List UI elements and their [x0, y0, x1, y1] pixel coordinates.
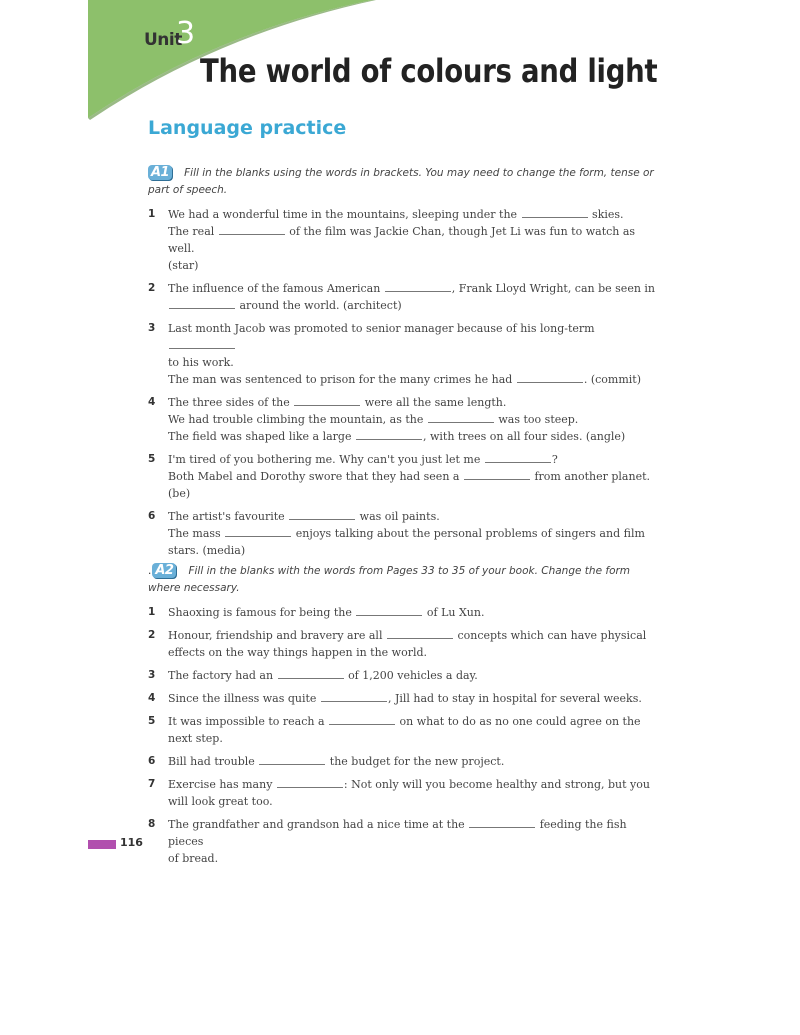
item-text: next step.	[168, 732, 223, 745]
list-item	[148, 627, 664, 661]
list-item	[148, 816, 664, 867]
item-text: concepts which can have physical	[457, 629, 647, 642]
answer-blank[interactable]	[294, 394, 360, 406]
item-text: of the film was Jackie Chan, though Jet Li was fun to watch as well.	[168, 225, 636, 255]
exercise-a2	[148, 563, 664, 873]
exercise-a2-badge: A2	[152, 563, 176, 578]
list-item	[148, 604, 664, 621]
item-text: , Jill had to stay in hospital for several weeks.	[387, 692, 642, 705]
item-text: effects on the way things happen in the world.	[168, 646, 428, 659]
item-text: Honour, friendship and bravery are all	[168, 629, 383, 642]
item-text: was oil paints.	[359, 510, 440, 523]
item-number: 1	[148, 606, 156, 618]
list-item	[148, 206, 664, 274]
item-text: Since the illness was quite	[168, 692, 317, 705]
item-text: Shaoxing is famous for being the	[168, 606, 352, 619]
list-item	[148, 320, 664, 388]
item-text: of 1,200 vehicles a day.	[348, 669, 478, 682]
list-item	[148, 451, 664, 502]
answer-blank[interactable]	[329, 713, 395, 725]
item-text: enjoys talking about the personal problems of singers and film	[295, 527, 645, 540]
item-hint: (be)	[168, 487, 191, 500]
exercise-a1-header	[148, 165, 664, 199]
list-item	[148, 508, 664, 559]
item-number: 6	[148, 755, 156, 767]
item-text: I'm tired of you bothering me. Why can't you just let me	[168, 453, 481, 466]
item-text: were all the same length.	[364, 396, 507, 409]
item-hint: stars. (media)	[168, 544, 246, 557]
answer-blank[interactable]	[225, 525, 291, 537]
item-number: 3	[148, 322, 156, 334]
item-text: ?	[551, 453, 558, 466]
item-text: on what to do as no one could agree on the	[399, 715, 641, 728]
item-text: Both Mabel and Dorothy swore that they had seen a	[168, 470, 460, 483]
exercise-a1-instruction: Fill in the blanks using the words in brackets. You may need to change the form, tense or part of speech.	[148, 167, 654, 196]
answer-blank[interactable]	[169, 337, 235, 349]
item-text: of bread.	[168, 852, 219, 865]
item-number: 5	[148, 453, 156, 465]
item-text: . (commit)	[583, 373, 641, 386]
answer-blank[interactable]	[169, 297, 235, 309]
item-text: The influence of the famous American	[168, 282, 381, 295]
answer-blank[interactable]	[219, 223, 285, 235]
item-text: The real	[168, 225, 215, 238]
item-text: Exercise has many	[168, 778, 273, 791]
item-number: 1	[148, 208, 156, 220]
item-text: The field was shaped like a large	[168, 430, 352, 443]
answer-blank[interactable]	[522, 206, 588, 218]
item-number: 4	[148, 396, 156, 408]
list-item	[148, 753, 664, 770]
item-text: feeding the fish pieces	[168, 818, 627, 848]
item-hint: (star)	[168, 259, 199, 272]
answer-blank[interactable]	[485, 451, 551, 463]
item-text: We had a wonderful time in the mountains, sleeping under the	[168, 208, 518, 221]
unit-number: 3	[176, 16, 196, 51]
answer-blank[interactable]	[259, 753, 325, 765]
list-item	[148, 690, 664, 707]
answer-blank[interactable]	[385, 280, 451, 292]
list-item	[148, 394, 664, 445]
list-item	[148, 667, 664, 684]
item-text: skies.	[592, 208, 624, 221]
answer-blank[interactable]	[464, 468, 530, 480]
item-text: The three sides of the	[168, 396, 290, 409]
item-text: , with trees on all four sides. (angle)	[422, 430, 626, 443]
item-text: The man was sentenced to prison for the many crimes he had	[168, 373, 513, 386]
item-number: 7	[148, 778, 156, 790]
answer-blank[interactable]	[356, 604, 422, 616]
item-text: It was impossible to reach a	[168, 715, 325, 728]
answer-blank[interactable]	[321, 690, 387, 702]
item-number: 6	[148, 510, 156, 522]
item-text: Bill had trouble	[168, 755, 255, 768]
answer-blank[interactable]	[469, 816, 535, 828]
item-text: : Not only will you become healthy and strong, but you	[343, 778, 650, 791]
answer-blank[interactable]	[289, 508, 355, 520]
answer-blank[interactable]	[278, 667, 344, 679]
answer-blank[interactable]	[387, 627, 453, 639]
item-text: We had trouble climbing the mountain, as the	[168, 413, 424, 426]
exercise-a1-badge: A1	[148, 165, 172, 180]
answer-blank[interactable]	[277, 776, 343, 788]
page-title: The world of colours and light	[200, 52, 658, 90]
page-number-bar	[88, 840, 116, 849]
item-number: 5	[148, 715, 156, 727]
lead-mark: .	[148, 565, 152, 577]
exercise-a2-instruction: Fill in the blanks with the words from Pages 33 to 35 of your book. Change the form where necessary.	[148, 565, 631, 594]
answer-blank[interactable]	[517, 371, 583, 383]
item-number: 3	[148, 669, 156, 681]
item-text: The mass	[168, 527, 221, 540]
exercise-a1	[148, 165, 664, 565]
unit-label: Unit	[144, 30, 182, 50]
item-number: 2	[148, 282, 156, 294]
item-text: Last month Jacob was promoted to senior manager because of his long-term	[168, 322, 595, 335]
list-item	[148, 713, 664, 747]
exercise-a2-header	[148, 563, 664, 597]
answer-blank[interactable]	[356, 428, 422, 440]
item-number: 4	[148, 692, 156, 704]
item-text: , Frank Lloyd Wright, can be seen in	[451, 282, 656, 295]
item-text: the budget for the new project.	[329, 755, 505, 768]
item-text: The grandfather and grandson had a nice time at the	[168, 818, 465, 831]
list-item	[148, 776, 664, 810]
item-text: was too steep.	[498, 413, 579, 426]
item-text: will look great too.	[168, 795, 273, 808]
item-text: to his work.	[168, 356, 234, 369]
item-number: 8	[148, 818, 156, 830]
item-number: 2	[148, 629, 156, 641]
item-text: The factory had an	[168, 669, 274, 682]
item-text: around the world. (architect)	[239, 299, 402, 312]
item-text: The artist's favourite	[168, 510, 285, 523]
item-text: of Lu Xun.	[426, 606, 485, 619]
item-text: from another planet.	[534, 470, 650, 483]
section-heading: Language practice	[148, 117, 347, 139]
list-item	[148, 280, 664, 314]
answer-blank[interactable]	[428, 411, 494, 423]
page-number: 116	[120, 836, 143, 849]
